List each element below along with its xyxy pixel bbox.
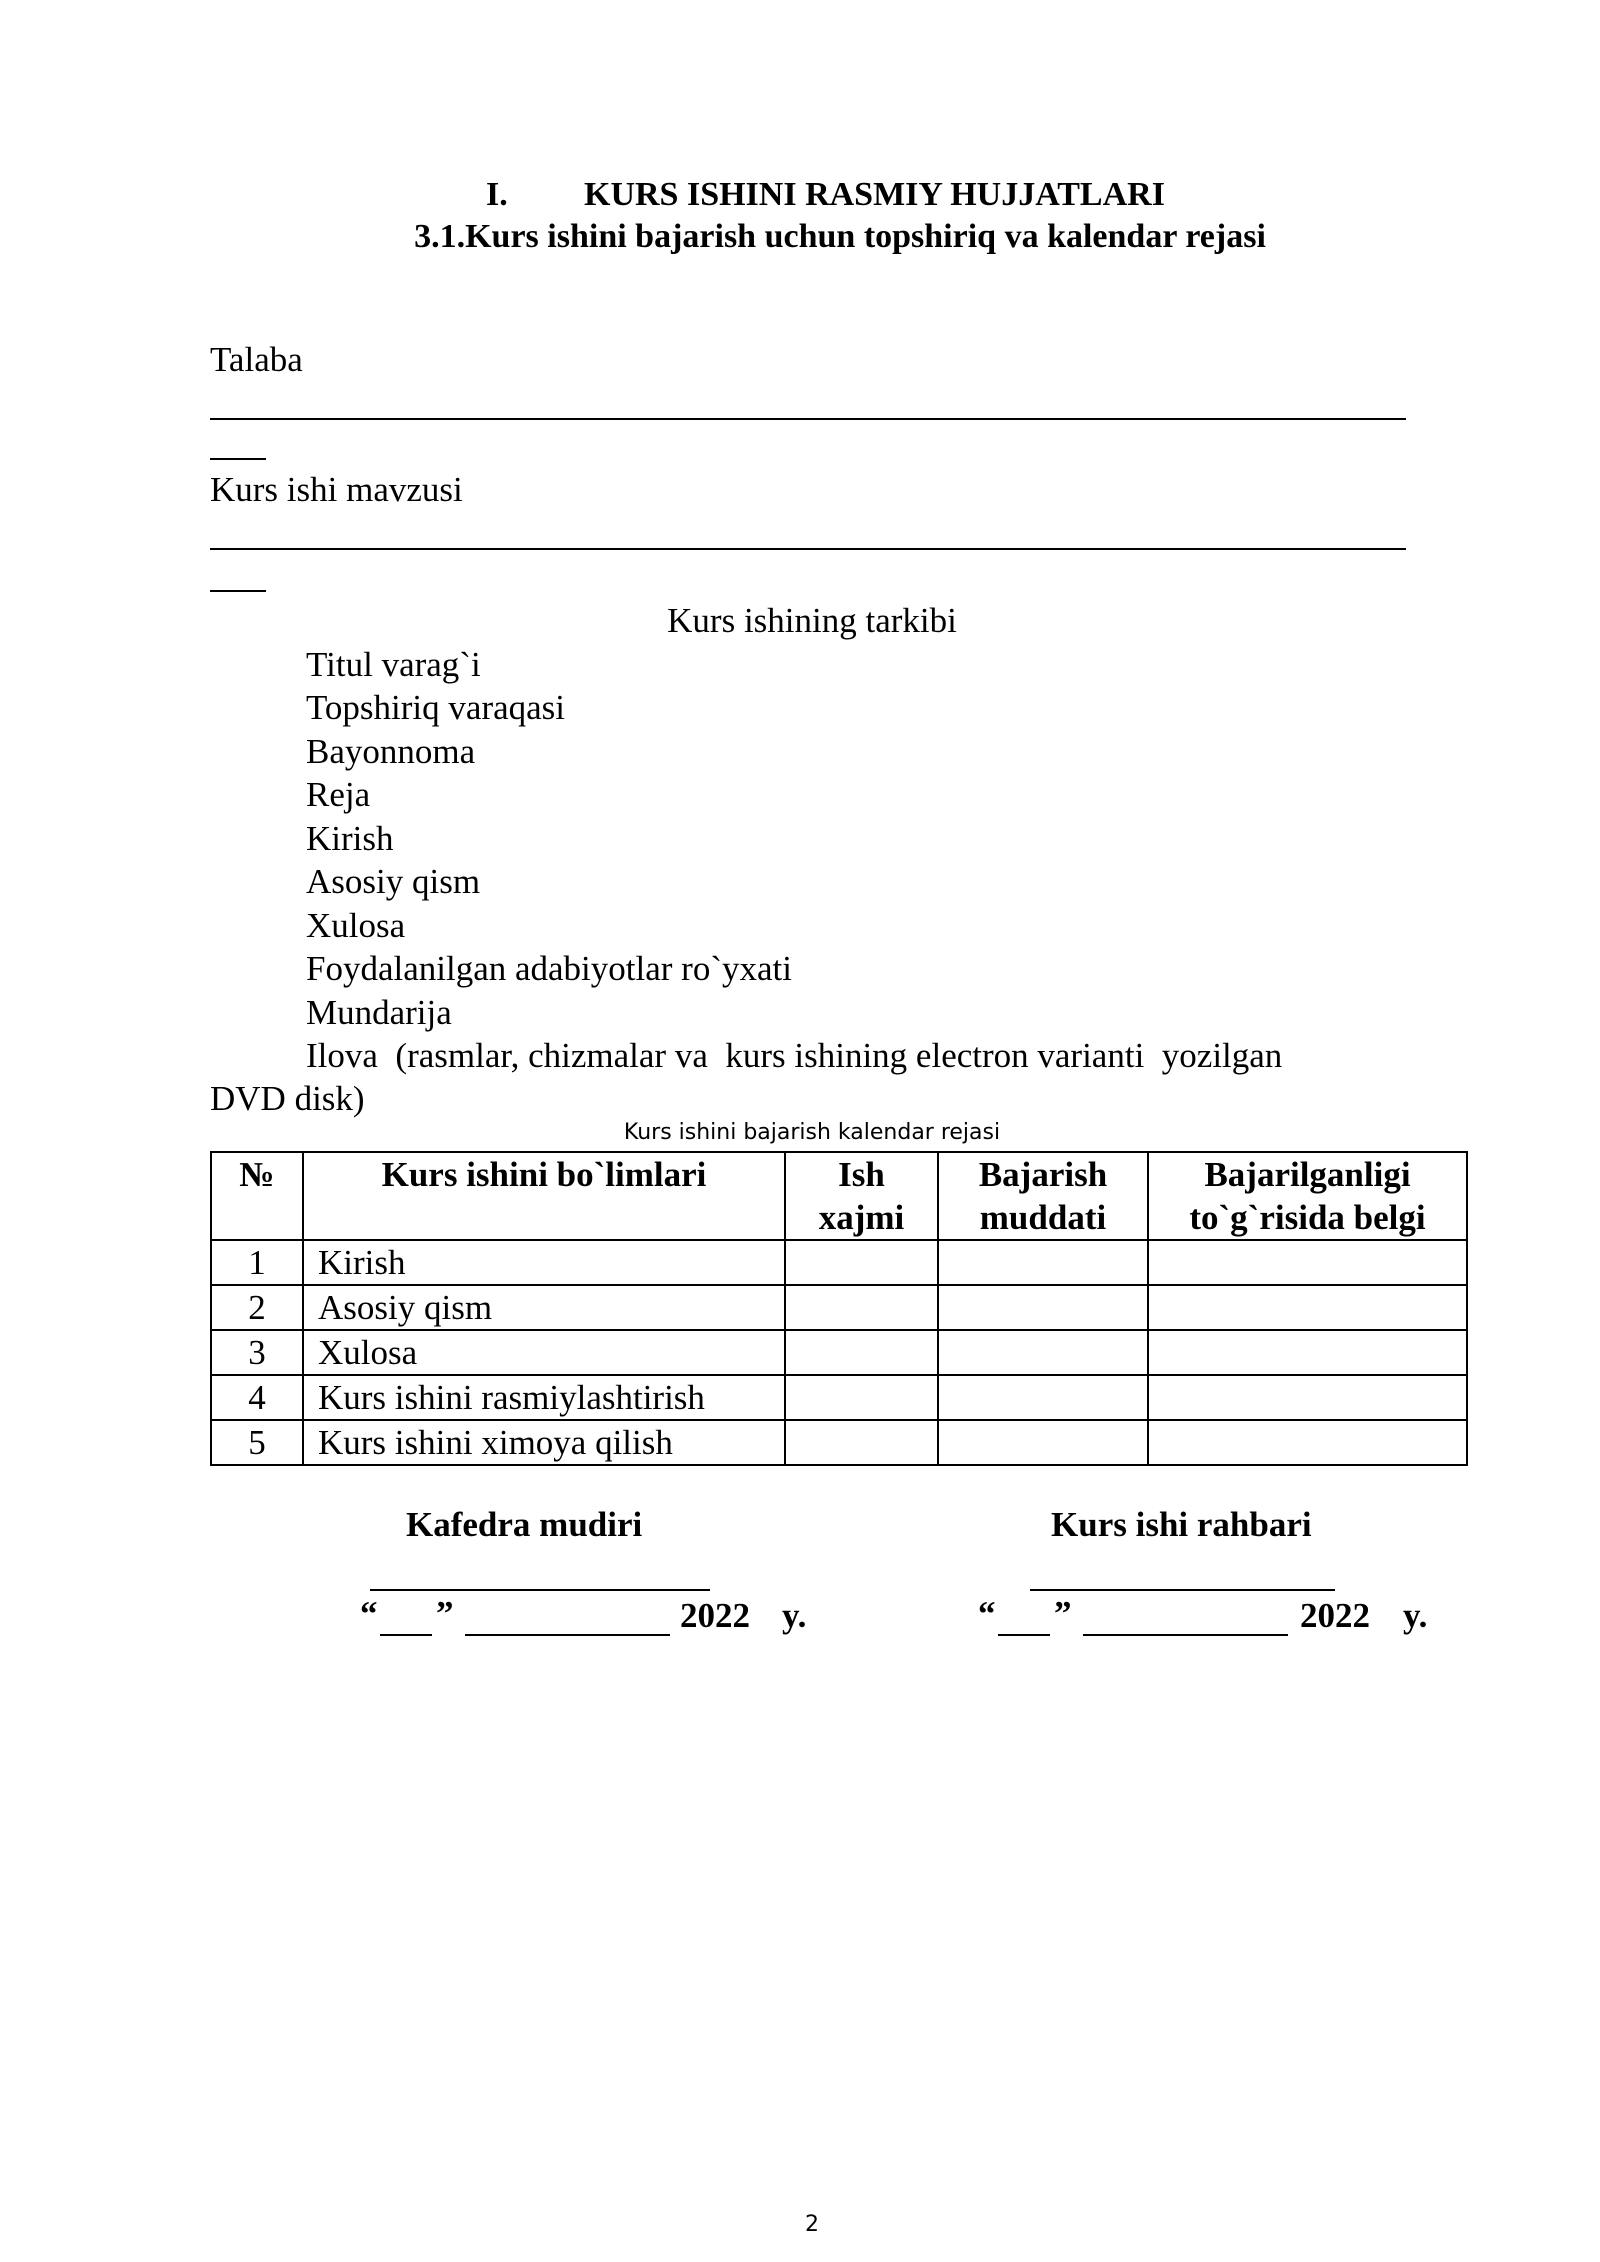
- structure-item: Reja: [306, 775, 371, 814]
- structure-item: Ilova (rasmlar, chizmalar va kurs ishining electron varianti yozilgan: [306, 1036, 1283, 1075]
- col-header-completion-mark: Bajarilganligi to`g`risida belgi: [1148, 1152, 1467, 1240]
- topic-blank-line: [210, 548, 1406, 550]
- structure-item: Kirish: [306, 819, 394, 858]
- signature-right-year: 2022: [1300, 1596, 1370, 1635]
- signature-left-title: Kafedra mudiri: [406, 1505, 643, 1544]
- topic-blank-line-tail: [210, 590, 266, 592]
- signature-left-day-blank: [380, 1634, 432, 1636]
- row-section: Kurs ishini rasmiylashtirish: [303, 1375, 785, 1420]
- col-header-sections: Kurs ishini bo`limlari: [303, 1152, 785, 1240]
- signature-right-month-blank: [1083, 1634, 1288, 1636]
- structure-item: Topshiriq varaqasi: [306, 688, 566, 727]
- structure-item: Asosiy qism: [306, 862, 481, 901]
- signature-right-line: [1030, 1589, 1335, 1591]
- table-row: [211, 1240, 1467, 1285]
- row-mark: [1148, 1375, 1467, 1420]
- section-subtitle: 3.1.Kurs ishini bajarish uchun topshiriq va kalendar rejasi: [414, 218, 1266, 255]
- row-volume: [785, 1420, 938, 1465]
- signature-right-year-suffix: y.: [1403, 1596, 1428, 1635]
- table-row: [211, 1375, 1467, 1420]
- row-section: Asosiy qism: [303, 1285, 785, 1330]
- row-mark: [1148, 1240, 1467, 1285]
- col-header-volume: Ish xajmi: [785, 1152, 938, 1240]
- table-row: [211, 1330, 1467, 1375]
- structure-title: Kurs ishining tarkibi: [667, 601, 957, 640]
- row-deadline: [938, 1375, 1148, 1420]
- student-blank-line: [210, 418, 1406, 420]
- signature-left-year: 2022: [680, 1596, 750, 1635]
- row-volume: [785, 1285, 938, 1330]
- signature-left-line: [370, 1589, 710, 1591]
- row-section: Kirish: [303, 1240, 785, 1285]
- row-deadline: [938, 1420, 1148, 1465]
- signature-left-month-blank: [465, 1634, 670, 1636]
- signature-right-day-blank: [998, 1634, 1050, 1636]
- structure-item: Mundarija: [306, 993, 452, 1032]
- section-number: I.: [486, 176, 508, 213]
- row-volume: [785, 1240, 938, 1285]
- page-number: 2: [805, 2212, 819, 2237]
- topic-label: Kurs ishi mavzusi: [210, 470, 463, 509]
- row-number: 5: [211, 1420, 303, 1465]
- row-number: 4: [211, 1375, 303, 1420]
- student-blank-line-tail: [210, 458, 266, 460]
- row-mark: [1148, 1285, 1467, 1330]
- row-mark: [1148, 1420, 1467, 1465]
- signature-left-year-suffix: y.: [782, 1596, 807, 1635]
- row-number: 3: [211, 1330, 303, 1375]
- table-row: [211, 1285, 1467, 1330]
- row-section: Xulosa: [303, 1330, 785, 1375]
- row-deadline: [938, 1285, 1148, 1330]
- table-row: [211, 1420, 1467, 1465]
- structure-item-continuation: DVD disk): [210, 1079, 365, 1118]
- calendar-header-row: [211, 1152, 1467, 1240]
- row-volume: [785, 1330, 938, 1375]
- col-header-number: №: [211, 1152, 303, 1240]
- row-number: 2: [211, 1285, 303, 1330]
- student-label: Talaba: [210, 340, 303, 379]
- signature-left-quote-close: ”: [436, 1594, 454, 1633]
- row-volume: [785, 1375, 938, 1420]
- calendar-caption: Kurs ishini bajarish kalendar rejasi: [623, 1120, 1001, 1145]
- row-deadline: [938, 1330, 1148, 1375]
- structure-item: Bayonnoma: [306, 732, 476, 771]
- row-deadline: [938, 1240, 1148, 1285]
- structure-item: Titul varag`i: [306, 645, 481, 684]
- col-header-deadline: Bajarish muddati: [938, 1152, 1148, 1240]
- row-number: 1: [211, 1240, 303, 1285]
- structure-item: Xulosa: [306, 906, 406, 945]
- structure-item: Foydalanilgan adabiyotlar ro`yxati: [306, 949, 792, 988]
- signature-right-quote-open: “: [978, 1594, 996, 1633]
- section-title: KURS ISHINI RASMIY HUJJATLARI: [584, 176, 1165, 213]
- signature-right-title: Kurs ishi rahbari: [1051, 1505, 1312, 1544]
- signature-right-quote-close: ”: [1054, 1594, 1072, 1633]
- row-section: Kurs ishini ximoya qilish: [303, 1420, 785, 1465]
- calendar-table: [210, 1151, 1468, 1466]
- row-mark: [1148, 1330, 1467, 1375]
- signature-left-quote-open: “: [360, 1594, 378, 1633]
